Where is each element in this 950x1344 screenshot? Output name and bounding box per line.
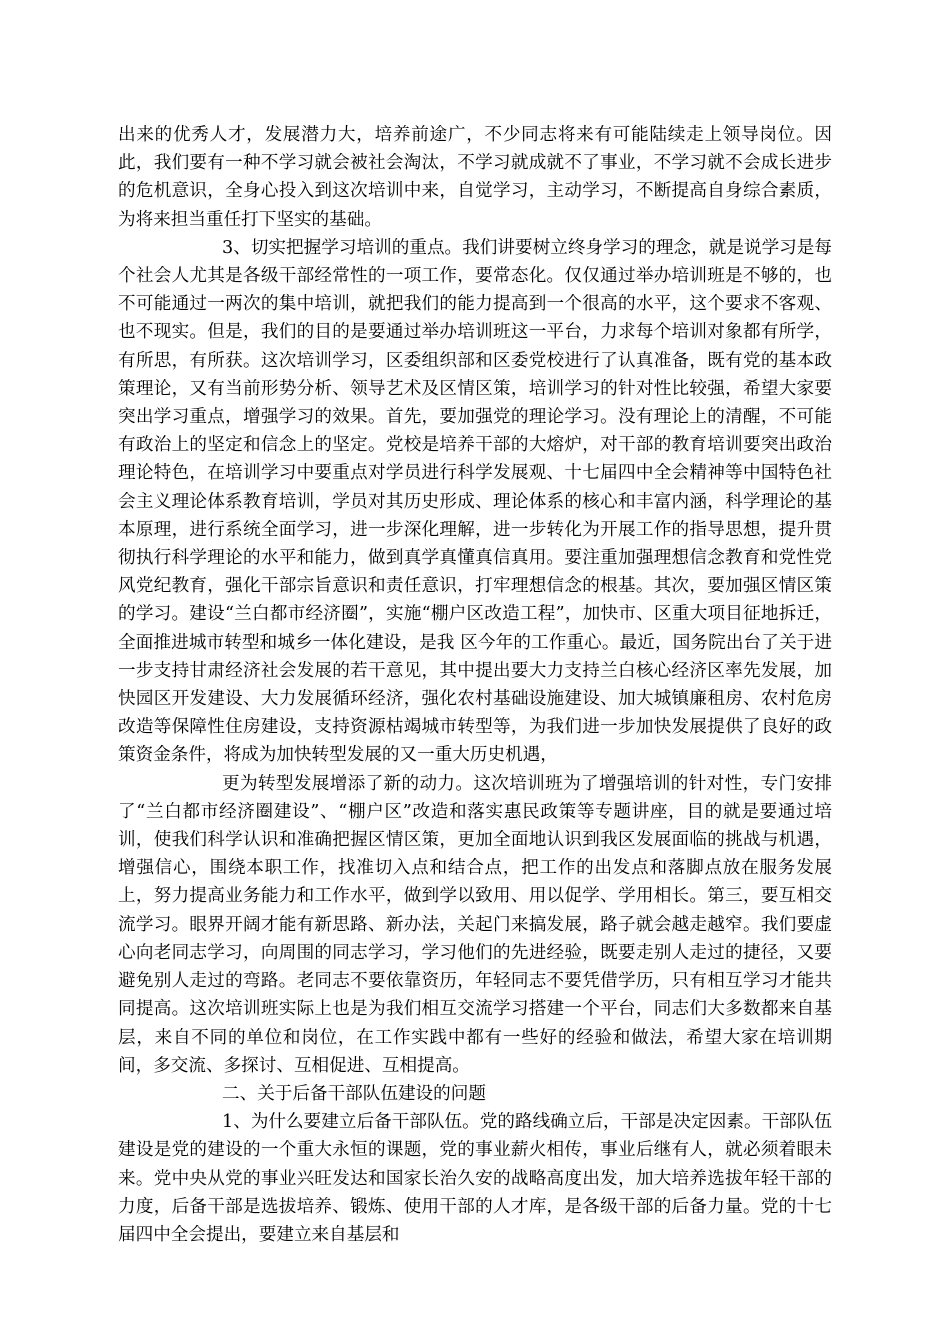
- document-page: [118, 121, 832, 1249]
- section-heading-reserve-cadres: 二、关于后备干部队伍建设的问题: [222, 1083, 486, 1104]
- paragraph-why-reserve-cadres: 1、为什么要建立后备干部队伍。党的路线确立后，干部是决定因素。干部队伍建设是党的建设的一个重大永恒的课题，党的事业薪火相传，事业后继有人，就必须着眼未来。党中央从党的事业兴旺发达和国家长治久安的战略高度出发，加大培养选拔年轻干部的力度，后备干部是选拔培养、锻炼、使用干部的人才库，是各级干部的后备力量。党的十七届四中全会提出，要建立来自基层和: [118, 1112, 832, 1245]
- paragraph-training-focus: 3、切实把握学习培训的重点。我们讲要树立终身学习的理念，就是说学习是每个社会人尤其是各级干部经常性的一项工作，要常态化。仅仅通过举办培训班是不够的，也不可能通过一两次的集中培训，就把我们的能力提高到一个很高的水平，这个要求不客观、也不现实。但是，我们的目的是要通过举办培训班这一平台，力求每个培训对象都有所学，有所思，有所获。这次培训学习，区委组织部和区委党校进行了认真准备，既有党的基本政策理论，又有当前形势分析、领导艺术及区情区策，培训学习的针对性比较强，希望大家要突出学习重点，增强学习的效果。首先，要加强党的理论学习。没有理论上的清醒，不可能有政治上的坚定和信念上的坚定。党校是培养干部的大熔炉，对干部的教育培训要突出政治理论特色，在培训学习中要重点对学员进行科学发展观、十七届四中全会精神等中国特色社会主义理论体系教育培训，学员对其历史形成、理论体系的核心和丰富内涵，科学理论的基本原理，进行系统全面学习，进一步深化理解，进一步转化为开展工作的指导思想，提升贯彻执行科学理论的水平和能力，做到真学真懂真信真用。要注重加强理想信念教育和党性党风党纪教育，强化干部宗旨意识和责任意识，打牢理想信念的根基。其次，要加强区情区策的学习。建设“兰白都市经济圈”，实施“棚户区改造工程”，加快市、区重大项目征地拆迁，全面推进城市转型和城乡一体化建设，是我 区今年的工作重心。最近，国务院出台了关于进一步支持甘肃经济社会发展的若干意见，其中提出要大力支持兰白核心经济区率先发展，加快园区开发建设、大力发展循环经济，强化农村基础设施建设、加大城镇廉租房、农村危房改造等保障性住房建设，支持资源枯竭城市转型等，为我们进一步加快发展提供了良好的政策资金条件，将成为加快转型发展的又一重大历史机遇，: [118, 237, 832, 766]
- paragraph-continuation: 出来的优秀人才，发展潜力大，培养前途广，不少同志将来有可能陆续走上领导岗位。因此，我们要有一种不学习就会被社会淘汰，不学习就成就不了事业，不学习就不会成长进步的危机意识，全身心投入到这次培训中来，自觉学习，主动学习，不断提高自身综合素质，为将来担当重任打下坚实的基础。: [118, 125, 832, 230]
- paragraph-transformation-momentum: 更为转型发展增添了新的动力。这次培训班为了增强培训的针对性，专门安排了“兰白都市经济圈建设”、“棚户区”改造和落实惠民政策等专题讲座，目的就是要通过培训，使我们科学认识和准确把握区情区策，更加全面地认识到我区发展面临的挑战与机遇，增强信心，围绕本职工作，找准切入点和结合点，把工作的出发点和落脚点放在服务发展上，努力提高业务能力和工作水平，做到学以致用、用以促学、学用相长。第三，要互相交流学习。眼界开阔才能有新思路、新办法，关起门来搞发展，路子就会越走越窄。我们要虚心向老同志学习，向周围的同志学习，学习他们的先进经验，既要走别人走过的捷径，又要避免别人走过的弯路。老同志不要依靠资历，年轻同志不要凭借学历，只有相互学习才能共同提高。这次培训班实际上也是为我们相互交流学习搭建一个平台，同志们大多数都来自基层，来自不同的单位和岗位，在工作实践中都有一些好的经验和做法，希望大家在培训期间，多交流、多探讨、互相促进、互相提高。: [118, 773, 832, 1076]
